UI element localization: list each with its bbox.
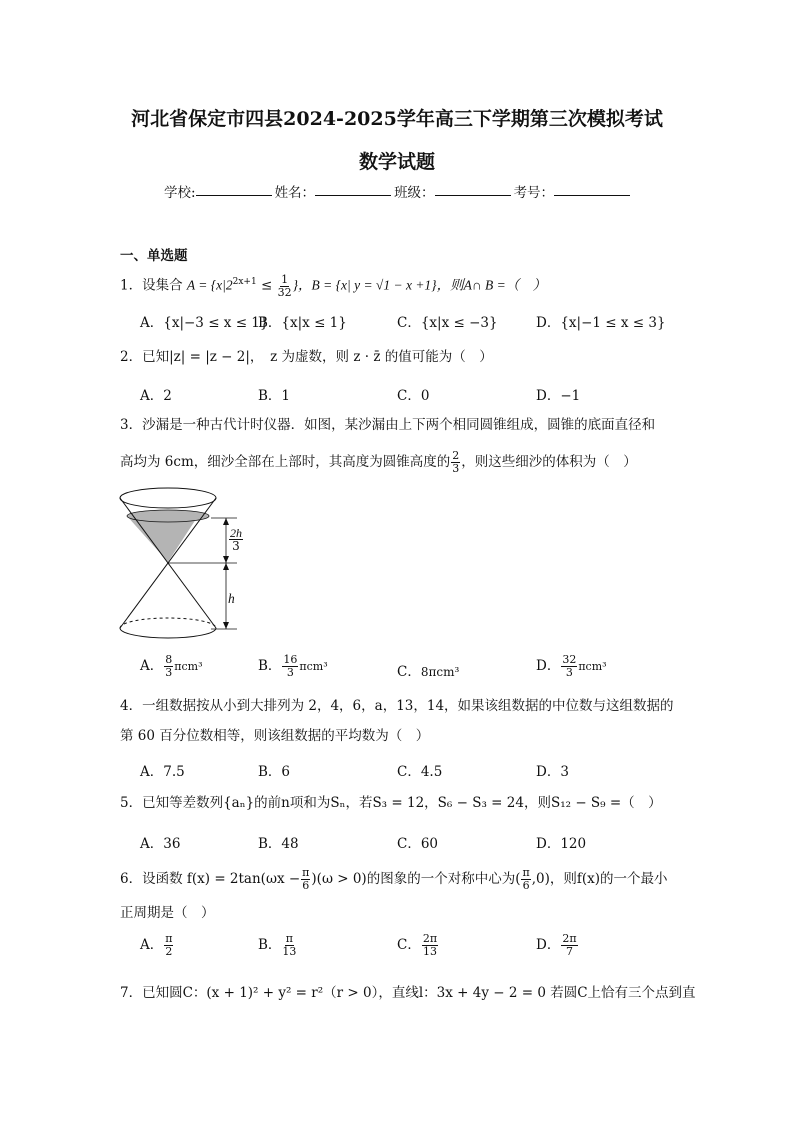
arrowhead-3 (223, 563, 229, 570)
q3-b-unit: πcm³ (299, 660, 328, 673)
q2-option-c[interactable]: C．0 (397, 388, 430, 404)
q3-option-c[interactable] (397, 660, 459, 680)
label-2h-over-3 (229, 527, 243, 552)
q3-a-letter: A． (140, 658, 164, 674)
q3-option-b[interactable] (258, 654, 328, 679)
question-4-line1: 4．一组数据按从小到大排列为 2，4，6，a，13，14，如果该组数据的中位数与这组数据的 (120, 698, 674, 714)
exam-title: 河北省保定市四县2024-2025学年高三下学期第三次模拟考试 (131, 108, 663, 130)
q6-a-letter: A． (140, 937, 164, 953)
q3-b-frac (282, 654, 298, 679)
question-6-line1 (120, 867, 668, 892)
q3-b-den: 3 (286, 666, 294, 679)
q1-option-b[interactable]: B．{x|x ≤ 1} (258, 315, 347, 331)
q1-option-a[interactable]: A．{x|−3 ≤ x ≤ 1} (140, 315, 269, 331)
q6-option-d[interactable] (536, 933, 579, 958)
question-3-line1: 3．沙漏是一种古代计时仪器．如图，某沙漏由上下两个相同圆锥组成，圆锥的底面直径和 (120, 417, 656, 433)
exam-subtitle: 数学试题 (358, 151, 435, 173)
class-blank (435, 181, 511, 196)
question-4-line2: 第 60 百分位数相等，则该组数据的平均数为（ ） (120, 728, 430, 744)
sand-surface (127, 510, 209, 522)
arrowhead-1 (223, 518, 229, 525)
label-3: 3 (232, 539, 240, 553)
q1-exponent: 2x+1 (232, 277, 257, 287)
q6-b-den: 13 (282, 945, 297, 958)
q6-option-c[interactable] (397, 933, 439, 958)
question-3-line2 (120, 450, 637, 475)
q3-frac-num: 2 (452, 449, 460, 462)
q6-part3: ,0)，则f(x)的一个最小 (531, 871, 668, 887)
q3-frac-den: 3 (452, 462, 460, 475)
q3-line2-part2: ，则这些细沙的体积为（ ） (461, 454, 637, 470)
q6-d-letter: D． (536, 937, 561, 953)
hourglass-figure (115, 484, 250, 640)
q6-b-letter: B． (258, 937, 282, 953)
q4-option-a[interactable]: A．7.5 (140, 764, 185, 780)
question-1 (120, 273, 546, 299)
q1-set-a: A = {x|2 (186, 277, 233, 293)
arrowhead-4 (223, 622, 229, 629)
q6-c-frac (422, 933, 438, 958)
q6-six-2: 6 (522, 879, 530, 892)
question-2: 2．已知|z| = |z − 2|， z 为虚数，则 z · z̄ 的值可能为（ ） (120, 349, 493, 365)
q5-option-b[interactable]: B．48 (258, 836, 299, 852)
q2-option-a[interactable]: A．2 (140, 388, 172, 404)
arrowhead-2 (223, 556, 229, 563)
q6-d-num: 2π (562, 932, 577, 945)
bottom-base-front (120, 628, 216, 638)
label-h: h (228, 591, 235, 606)
q3-c-letter: C． (397, 664, 421, 680)
q6-d-den: 7 (565, 945, 573, 958)
q3-d-den: 3 (565, 666, 573, 679)
q3-d-frac (561, 654, 577, 679)
q3-a-frac (164, 654, 173, 679)
school-label: 学校: (164, 185, 196, 201)
q3-a-unit: πcm³ (174, 660, 203, 673)
bottom-base-back (120, 618, 216, 628)
q5-option-c[interactable]: C．60 (397, 836, 439, 852)
q4-option-c[interactable]: C．4.5 (397, 764, 443, 780)
q6-six: 6 (302, 879, 310, 892)
school-blank (196, 181, 272, 196)
q4-option-b[interactable]: B．6 (258, 764, 291, 780)
q2-option-b[interactable]: B．1 (258, 388, 291, 404)
q3-d-letter: D． (536, 658, 561, 674)
q6-c-den: 13 (422, 945, 437, 958)
label-2h: 2h (230, 526, 242, 540)
q3-line2-part1: 高均为 6cm，细沙全部在上部时，其高度为圆锥高度的 (120, 454, 451, 470)
exam-number-blank (554, 181, 630, 196)
q1-fraction (278, 274, 292, 299)
student-info-row (164, 181, 633, 201)
q1-le: ≤ (256, 277, 277, 294)
q1-frac-den: 32 (277, 285, 292, 299)
top-base-ellipse (120, 488, 216, 508)
question-7: 7．已知圆C：(x + 1)² + y² = r²（r > 0），直线l：3x + 4y − 2 = 0 若圆C上恰有三个点到直 (120, 985, 696, 1001)
q3-d-unit: πcm³ (578, 660, 607, 673)
q6-a-num: π (165, 932, 173, 945)
q3-option-a[interactable] (140, 654, 202, 679)
q5-option-a[interactable]: A．36 (140, 836, 181, 852)
q6-a-den: 2 (165, 945, 173, 958)
q3-option-d[interactable] (536, 654, 607, 679)
q1-option-d[interactable]: D．{x|−1 ≤ x ≤ 3} (536, 315, 666, 331)
q6-frac-pi-6 (301, 867, 310, 892)
q3-a-den: 3 (165, 666, 173, 679)
q6-pi: π (302, 866, 310, 879)
q6-b-num: π (285, 932, 294, 945)
q6-c-num: 2π (422, 932, 438, 945)
question-5: 5．已知等差数列{aₙ}的前n项和为Sₙ，若S₃ = 12，S₆ − S₃ = 24，则S₁₂ − S₉ =（ ） (120, 795, 662, 811)
q6-part2: )(ω > 0)的图象的一个对称中心为( (311, 871, 521, 887)
question-6-line2: 正周期是（ ） (120, 905, 215, 921)
q4-option-d[interactable]: D．3 (536, 764, 569, 780)
q1-set-b: }，B = {x| y = √1 − x +1}，则A∩ B =（ ） (292, 277, 547, 293)
q6-frac-center (521, 867, 530, 892)
q2-option-d[interactable]: D．−1 (536, 388, 581, 404)
q6-b-frac (282, 933, 296, 958)
q1-frac-num: 1 (281, 272, 289, 286)
q1-prefix: 1．设集合 (120, 277, 183, 294)
exam-number-label: 考号： (513, 185, 555, 201)
q6-part1: 6．设函数 f(x) = 2tan(ωx − (120, 871, 301, 887)
q1-option-c[interactable]: C．{x|x ≤ −3} (397, 315, 498, 331)
q3-b-num: 16 (283, 653, 298, 666)
q6-a-frac (164, 933, 173, 958)
class-label: 班级： (394, 185, 435, 201)
name-label: 姓名： (274, 185, 316, 201)
q5-option-d[interactable]: D．120 (536, 836, 587, 852)
q3-fraction (451, 450, 460, 475)
q3-b-letter: B． (258, 658, 282, 674)
q6-pi-2: π (522, 866, 530, 879)
q3-d-num: 32 (562, 653, 577, 666)
q6-c-letter: C． (397, 937, 421, 953)
q3-a-num: 8 (165, 653, 173, 666)
q3-c-text: 8πcm³ (420, 665, 460, 679)
q6-option-a[interactable] (140, 933, 174, 958)
section-heading: 一、单选题 (120, 248, 188, 264)
q6-d-frac (561, 933, 577, 958)
q6-option-b[interactable] (258, 933, 297, 958)
name-blank (315, 181, 391, 196)
